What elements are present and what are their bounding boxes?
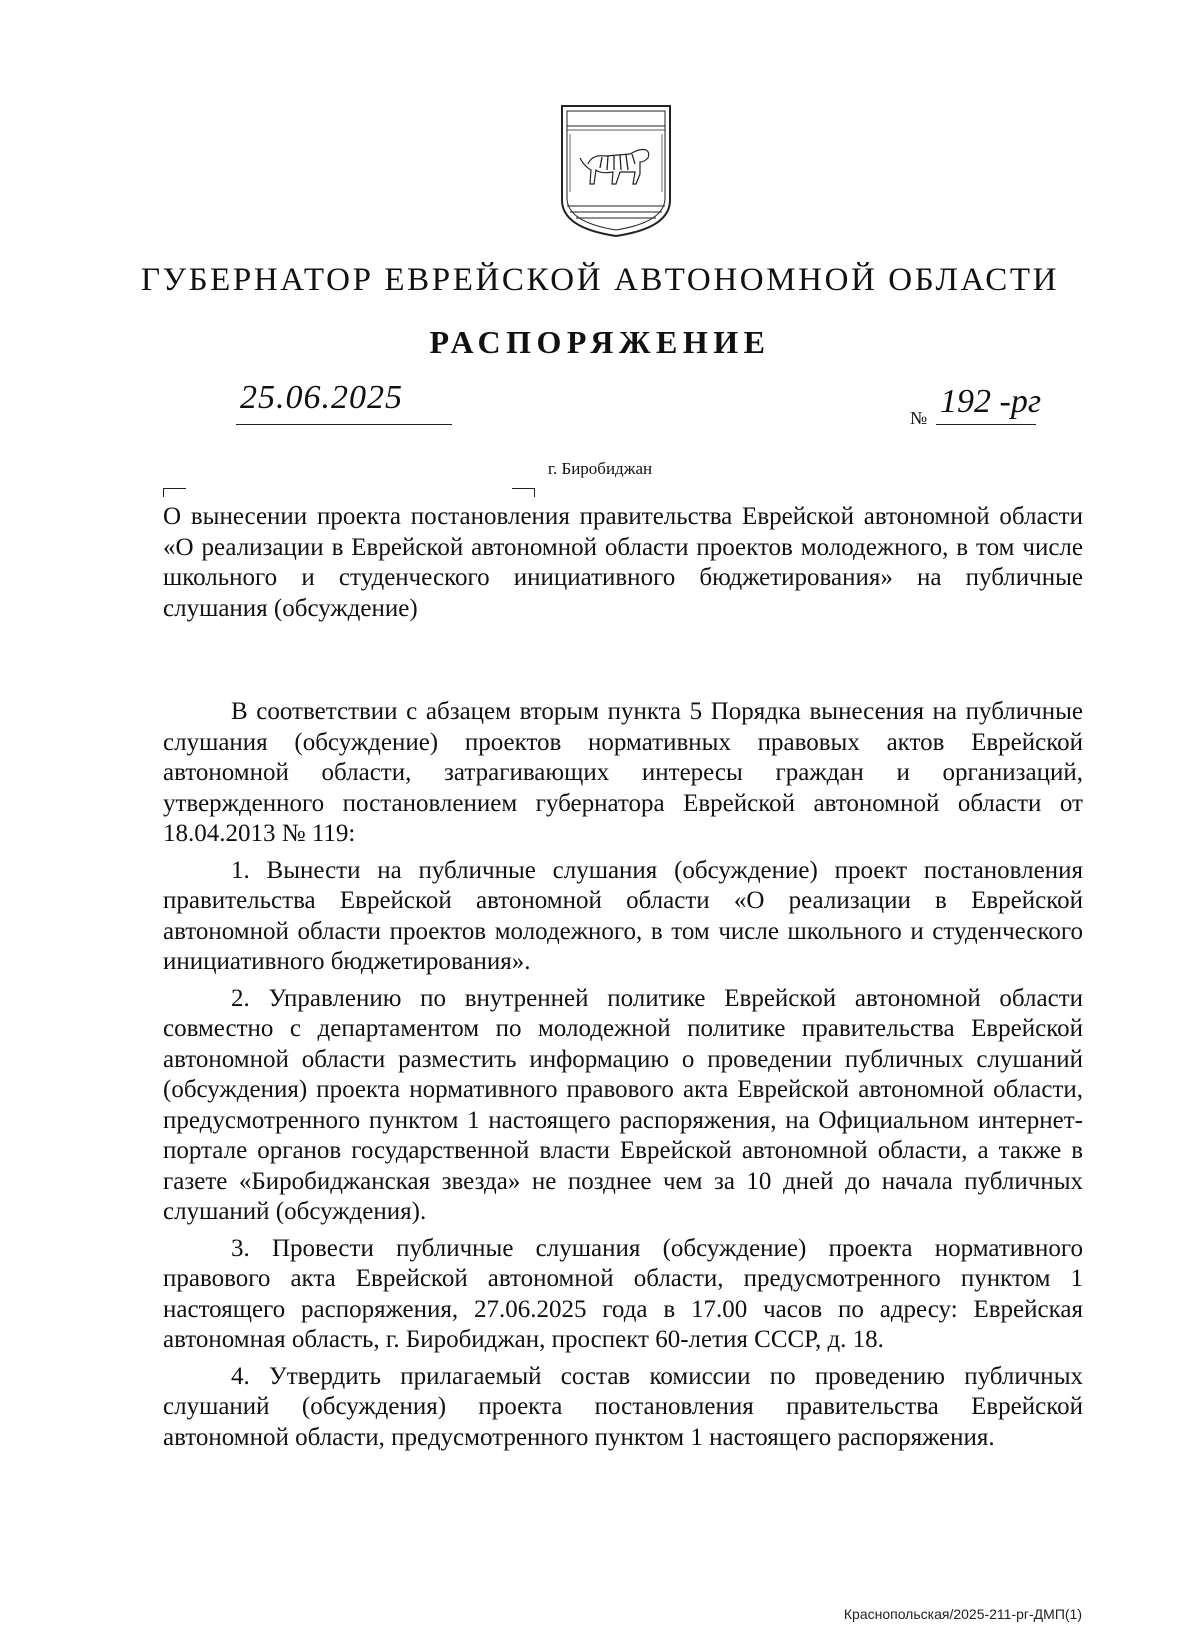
- date-underline: [236, 424, 452, 425]
- document-type: РАСПОРЯЖЕНИЕ: [429, 324, 771, 360]
- document-subject: О вынесении проекта постановления правительства Еврейской автономной области «О реализации в Еврейской автономной области проектов молодежного, в том числе школьного и студенческого инициативного бюджетирования» на публичные слушания (обсуждение): [163, 503, 1083, 622]
- number-sign: №: [910, 408, 928, 428]
- document-date: 25.06.2025: [240, 379, 403, 416]
- issuer-title: ГУБЕРНАТОР ЕВРЕЙСКОЙ АВТОНОМНОЙ ОБЛАСТИ: [140, 262, 1060, 298]
- subject-bracket-right: [512, 488, 535, 497]
- document-number: 192 -рг: [940, 383, 1042, 420]
- clause-2: 2. Управлению по внутренней политике Еврейской автономной области совместно с департаментом по молодежной политике правительства Еврейской автономной области разместить информацию о проведении публичных слушаний (обсуждения) проекта нормативного правового акта Еврейской автономной области, предусмотренного пунктом 1 настоящего распоряжения, на Официальном интернет-портале органов государственной власти Еврейской автономной области, а также в газете «Биробиджанская звезда» не позднее чем за 10 дней до начала публичных слушаний (обсуждения).: [163, 984, 1083, 1225]
- document-code: Краснопольская/2025-211-рг-ДМП(1): [843, 1606, 1082, 1622]
- document-body: [163, 697, 1083, 1459]
- clause-1: 1. Вынести на публичные слушания (обсуждение) проект постановления правительства Еврейской автономной области «О реализации в Еврейской автономной области проектов молодежного, в том числе школьного и студенческого инициативного бюджетирования».: [163, 856, 1083, 975]
- subject-bracket-left: [163, 488, 186, 497]
- number-underline: [936, 424, 1036, 425]
- clause-4: 4. Утвердить прилагаемый состав комиссии по проведению публичных слушаний (обсуждения) проекта постановления правительства Еврейской автономной области, предусмотренного пунктом 1 настоящего распоряжения.: [163, 1362, 1083, 1451]
- coat-of-arms-tiger-icon: [558, 104, 674, 238]
- preamble-paragraph: В соответствии с абзацем вторым пункта 5 Порядка вынесения на публичные слушания (обсуждение) проектов нормативных правовых актов Еврейской автономной области, затрагивающих интересы граждан и организаций, утвержденного постановлением губернатора Еврейской автономной области от 18.04.2013 № 119:: [163, 698, 1083, 847]
- place-of-issue: г. Биробиджан: [547, 459, 653, 478]
- clause-3: 3. Провести публичные слушания (обсуждение) проекта нормативного правового акта Еврейской автономной области, предусмотренного пунктом 1 настоящего распоряжения, 27.06.2025 года в 17.00 часов по адресу: Еврейская автономная область, г. Биробиджан, проспект 60-летия СССР, д. 18.: [163, 1234, 1083, 1353]
